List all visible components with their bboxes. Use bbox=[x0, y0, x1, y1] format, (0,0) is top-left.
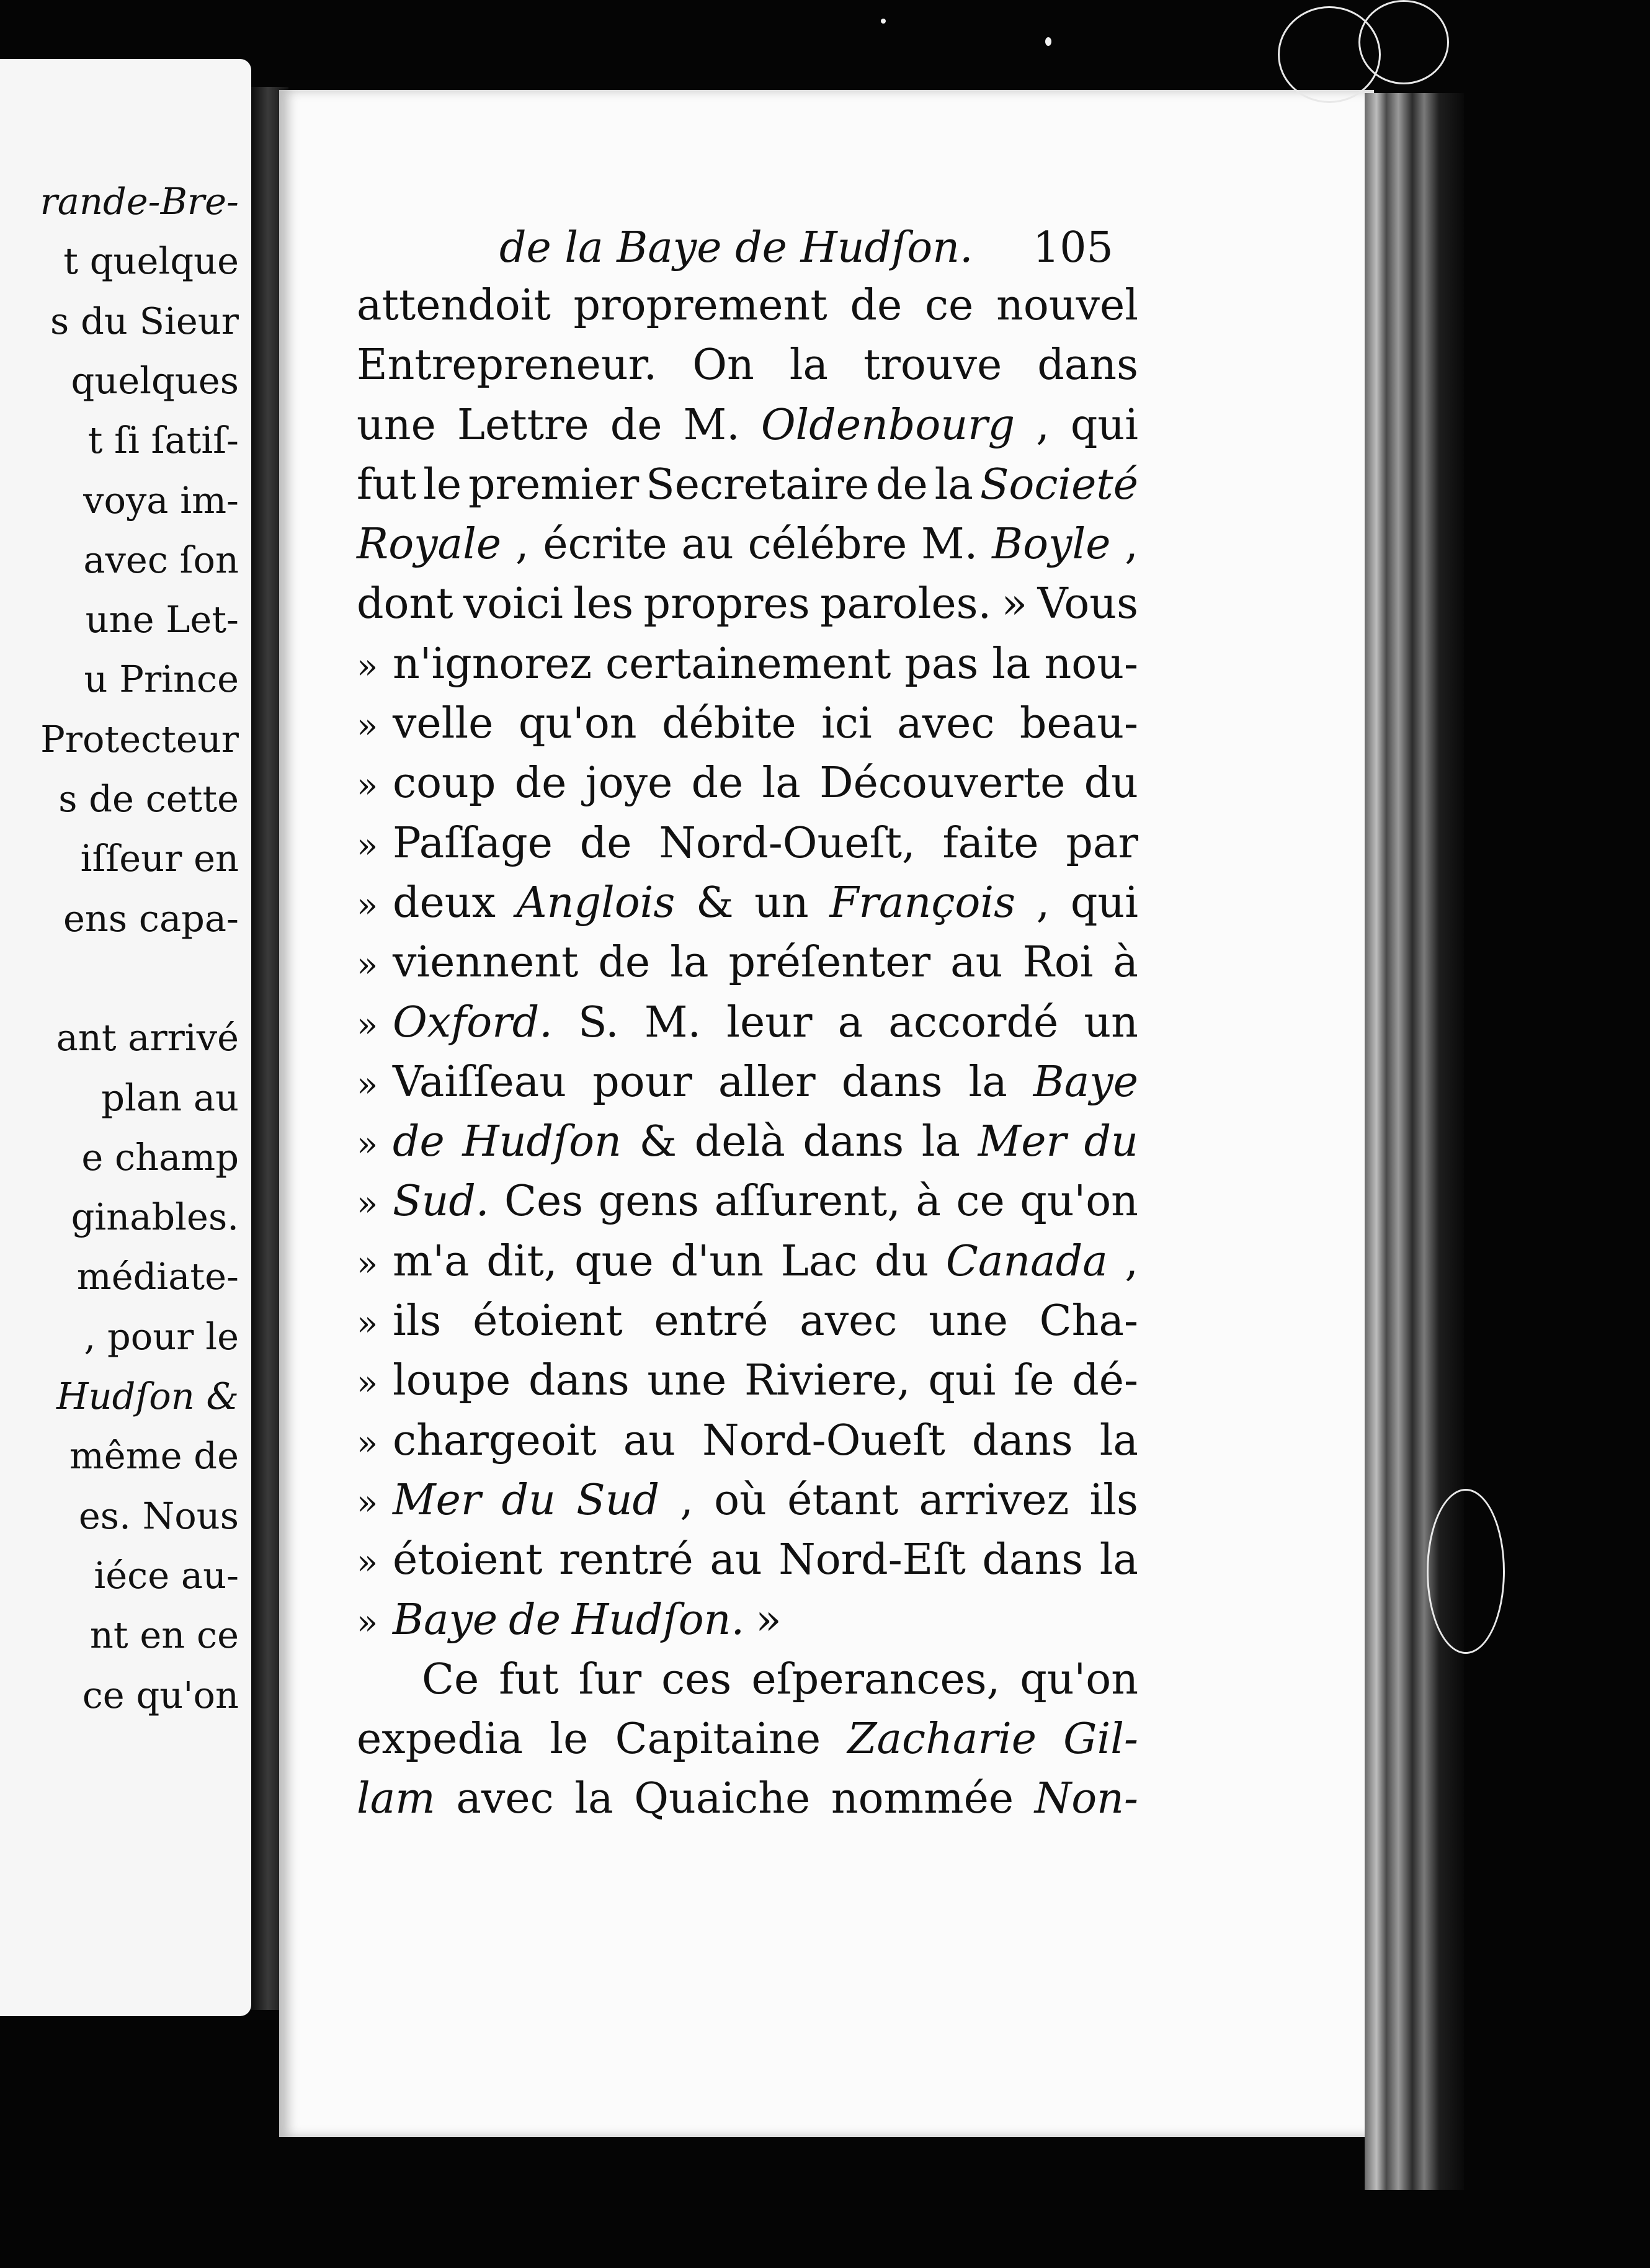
line-text: Oxford. S. M. leur a accordé un bbox=[393, 998, 1138, 1047]
line-text: loupe dans une Riviere, qui ſe dé- bbox=[393, 1356, 1138, 1406]
text-line bbox=[357, 1232, 1138, 1292]
text-line bbox=[357, 1053, 1138, 1112]
guillemet-mark: » bbox=[357, 1482, 378, 1523]
guillemet-mark: » bbox=[357, 706, 378, 747]
left-page-line: es. Nous bbox=[78, 1494, 239, 1537]
text-line bbox=[357, 1769, 1138, 1829]
left-page-line: quelques bbox=[71, 359, 239, 402]
left-page-line: t quelque bbox=[63, 239, 239, 283]
text-line bbox=[357, 336, 1138, 395]
text-line bbox=[357, 814, 1138, 873]
dust-fiber bbox=[1427, 1489, 1505, 1654]
line-text: n'ignorez certainement pas la nou- bbox=[393, 639, 1138, 689]
guillemet-mark: » bbox=[357, 1602, 378, 1643]
guillemet-mark: » bbox=[357, 1542, 378, 1583]
left-page-line: t ſi ſatiſ- bbox=[87, 419, 239, 462]
line-text: m'a dit, que d'un Lac du Canada , bbox=[393, 1236, 1138, 1286]
text-line bbox=[357, 1530, 1138, 1590]
left-page-line: ginables. bbox=[71, 1195, 239, 1239]
left-page-line: Hudſon & bbox=[56, 1375, 239, 1418]
guillemet-mark: » bbox=[357, 766, 378, 806]
left-page-line: même de bbox=[69, 1434, 239, 1478]
page-number: 105 bbox=[1033, 223, 1113, 272]
text-line bbox=[357, 396, 1138, 455]
left-page-line: une Let- bbox=[85, 598, 239, 641]
left-page-line: , pour le bbox=[84, 1315, 239, 1358]
line-text: ils étoient entré avec une Cha- bbox=[393, 1297, 1138, 1346]
left-page-line: Protecteur bbox=[40, 717, 239, 761]
text-line bbox=[357, 1411, 1138, 1471]
left-page-line: voya im- bbox=[83, 478, 239, 522]
left-page-line: nt en ce bbox=[89, 1614, 239, 1657]
page-edge bbox=[1365, 93, 1464, 2190]
left-page-line: ce qu'on bbox=[82, 1673, 239, 1717]
text-line bbox=[357, 933, 1138, 993]
line-text: attendoit proprement de ce nouvel bbox=[357, 281, 1138, 330]
dust-fiber bbox=[1358, 0, 1449, 84]
left-page-line: médiate- bbox=[76, 1255, 239, 1298]
left-page-line: rande-Bre- bbox=[40, 180, 239, 223]
guillemet-mark: » bbox=[357, 945, 378, 986]
line-text: Ce fut ſur ces eſperances, qu'on bbox=[422, 1654, 1138, 1704]
text-line bbox=[357, 276, 1138, 336]
line-text: Entrepreneur. On la trouve dans bbox=[357, 341, 1138, 390]
line-text: Paſſage de Nord-Oueſt, faite par bbox=[393, 818, 1138, 868]
text-line bbox=[357, 1351, 1138, 1411]
line-text: expedia le Capitaine Zacharie Gil- bbox=[357, 1715, 1138, 1764]
left-page-line: ant arrivé bbox=[56, 1016, 239, 1060]
left-page-line: e champ bbox=[81, 1135, 239, 1179]
line-text: Sud. Ces gens aſſurent, à ce qu'on bbox=[393, 1177, 1138, 1226]
text-line bbox=[357, 1172, 1138, 1231]
guillemet-mark: » bbox=[357, 1363, 378, 1404]
left-page-line: iſſeur en bbox=[80, 837, 239, 880]
line-text: coup de joye de la Découverte du bbox=[393, 759, 1138, 808]
text-line bbox=[357, 873, 1138, 933]
line-text: Mer du Sud , où étant arrivez ils bbox=[393, 1475, 1138, 1525]
guillemet-mark: » bbox=[357, 1004, 378, 1045]
line-text: chargeoit au Nord-Oueſt dans la bbox=[393, 1416, 1138, 1465]
guillemet-mark: » bbox=[357, 1422, 378, 1463]
line-text: Baye de Hudſon. » bbox=[393, 1595, 782, 1645]
guillemet-mark: » bbox=[357, 1184, 378, 1225]
guillemet-mark: » bbox=[357, 1243, 378, 1284]
text-line bbox=[357, 754, 1138, 813]
line-text: de Hudſon & delà dans la Mer du bbox=[393, 1117, 1138, 1167]
text-line bbox=[357, 1471, 1138, 1530]
left-facing-page bbox=[0, 59, 251, 2016]
left-page-line: s du Sieur bbox=[50, 299, 239, 342]
line-text: velle qu'on débite ici avec beau- bbox=[393, 699, 1138, 749]
line-text: viennent de la préſenter au Roi à bbox=[393, 938, 1138, 988]
guillemet-mark: » bbox=[357, 1303, 378, 1344]
line-text: dont voici les propres paroles. » Vous bbox=[357, 579, 1138, 629]
text-line bbox=[357, 574, 1138, 634]
guillemet-mark: » bbox=[357, 1064, 378, 1105]
text-line bbox=[357, 1292, 1138, 1351]
text-line bbox=[357, 993, 1138, 1053]
text-line bbox=[357, 1112, 1138, 1172]
line-text: Vaiſſeau pour aller dans la Baye bbox=[393, 1057, 1138, 1107]
dust-speck bbox=[1045, 37, 1051, 46]
guillemet-mark: » bbox=[357, 1124, 378, 1165]
left-page-line: ens capa- bbox=[63, 896, 239, 940]
line-text: étoient rentré au Nord-Eſt dans la bbox=[393, 1535, 1138, 1585]
left-page-line: plan au bbox=[101, 1076, 239, 1119]
left-page-line: iéce au- bbox=[94, 1553, 239, 1597]
text-line bbox=[357, 1591, 1138, 1650]
text-line bbox=[357, 694, 1138, 754]
left-page-line: avec ſon bbox=[83, 538, 239, 581]
text-line bbox=[357, 1650, 1138, 1710]
guillemet-mark: » bbox=[357, 885, 378, 926]
line-text: une Lettre de M. Oldenbourg , qui bbox=[357, 400, 1138, 450]
left-page-line: s de cette bbox=[58, 777, 239, 820]
line-text: Royale , écrite au célébre M. Boyle , bbox=[357, 520, 1138, 569]
text-line bbox=[357, 1710, 1138, 1769]
running-head: de la Baye de Hudſon. bbox=[499, 223, 973, 272]
text-line bbox=[357, 455, 1138, 515]
text-line bbox=[357, 635, 1138, 694]
body-text bbox=[357, 276, 1138, 1829]
guillemet-mark: » bbox=[357, 646, 378, 687]
guillemet-mark: » bbox=[357, 825, 378, 866]
line-text: fut le premier Secretaire de la Societé bbox=[357, 460, 1138, 509]
dust-speck bbox=[881, 19, 886, 24]
line-text: deux Anglois & un François , qui bbox=[393, 878, 1138, 927]
left-page-line: u Prince bbox=[84, 658, 239, 701]
line-text: lam avec la Quaiche nommée Non- bbox=[357, 1774, 1138, 1824]
text-line bbox=[357, 515, 1138, 574]
